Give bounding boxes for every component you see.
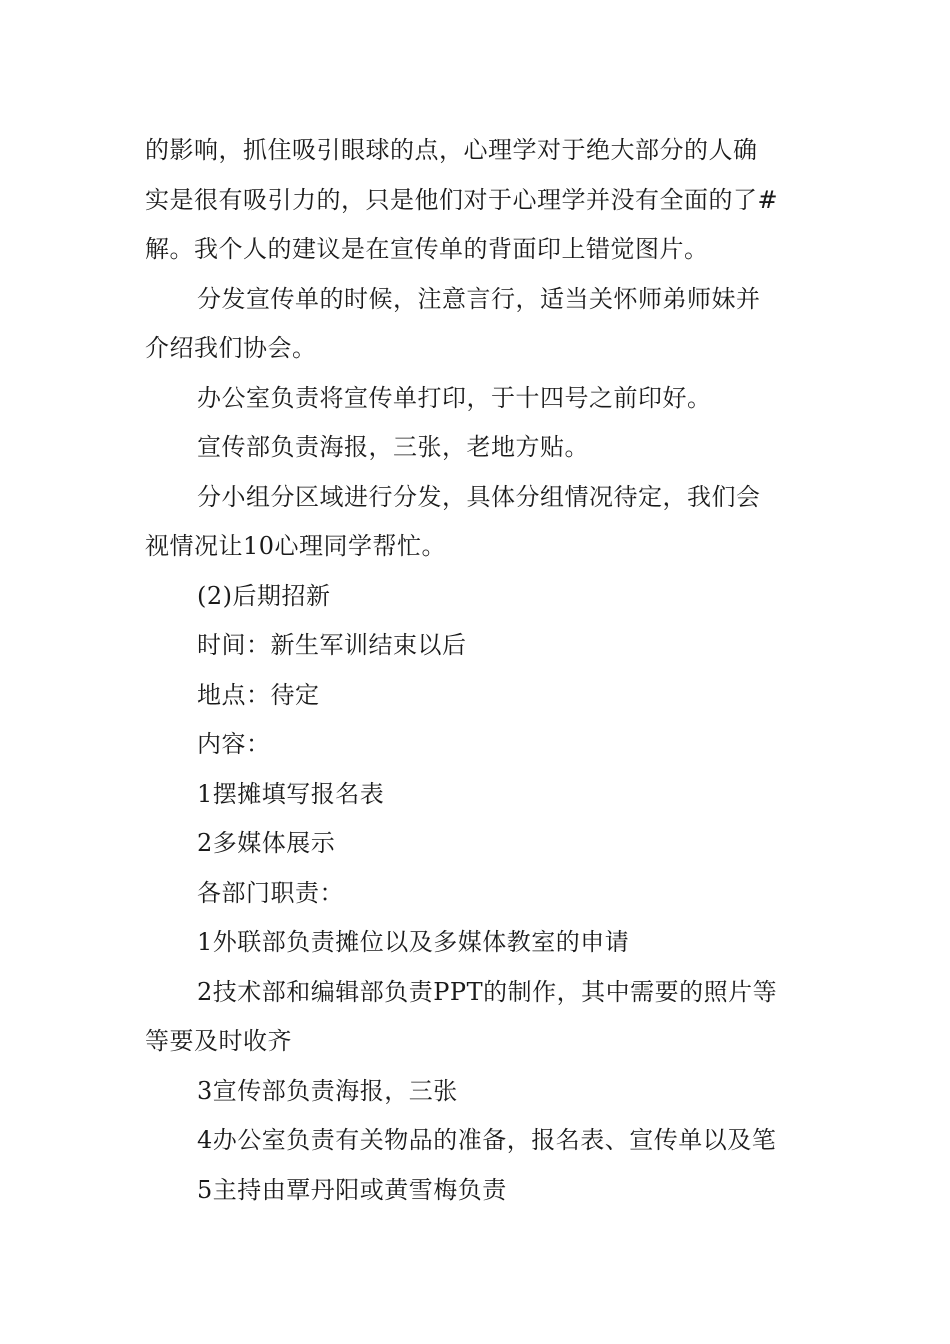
text-line: 实是很有吸引力的，只是他们对于心理学并没有全面的了# bbox=[145, 185, 779, 214]
text-line: 分发宣传单的时候，注意言行，适当关怀师弟师妹并 bbox=[197, 284, 761, 313]
text-line: 分小组分区域进行分发，具体分组情况待定，我们会 bbox=[197, 482, 761, 511]
list-item: 5主持由覃丹阳或黄雪梅负责 bbox=[197, 1175, 507, 1204]
text-line: 的影响，抓住吸引眼球的点，心理学对于绝大部分的人确 bbox=[145, 136, 758, 164]
text-line: 地点：待定 bbox=[197, 680, 320, 709]
text-line: 时间：新生军训结束以后 bbox=[197, 631, 467, 659]
text-line: 等要及时收齐 bbox=[145, 1027, 292, 1055]
list-item: 2多媒体展示 bbox=[197, 829, 336, 857]
text-line: 办公室负责将宣传单打印，于十四号之前印好。 bbox=[197, 383, 712, 412]
document-body bbox=[145, 126, 810, 1215]
text-line: 宣传部负责海报，三张，老地方贴。 bbox=[197, 433, 589, 461]
list-item: 1外联部负责摊位以及多媒体教室的申请 bbox=[197, 928, 630, 956]
text-line: 视情况让10心理同学帮忙。 bbox=[145, 532, 447, 560]
section-heading: (2)后期招新 bbox=[197, 581, 331, 610]
list-item: 3宣传部负责海报，三张 bbox=[197, 1076, 458, 1105]
text-line: 解。我个人的建议是在宣传单的背面印上错觉图片。 bbox=[145, 235, 709, 263]
list-item: 4办公室负责有关物品的准备，报名表、宣传单以及笔 bbox=[197, 1126, 777, 1154]
list-item: 1摆摊填写报名表 bbox=[197, 779, 385, 808]
text-line: 介绍我们协会。 bbox=[145, 334, 317, 362]
text-line: 各部门职责： bbox=[197, 878, 344, 907]
list-item: 2技术部和编辑部负责PPT的制作，其中需要的照片等 bbox=[197, 977, 778, 1006]
text-line: 内容： bbox=[197, 730, 271, 758]
